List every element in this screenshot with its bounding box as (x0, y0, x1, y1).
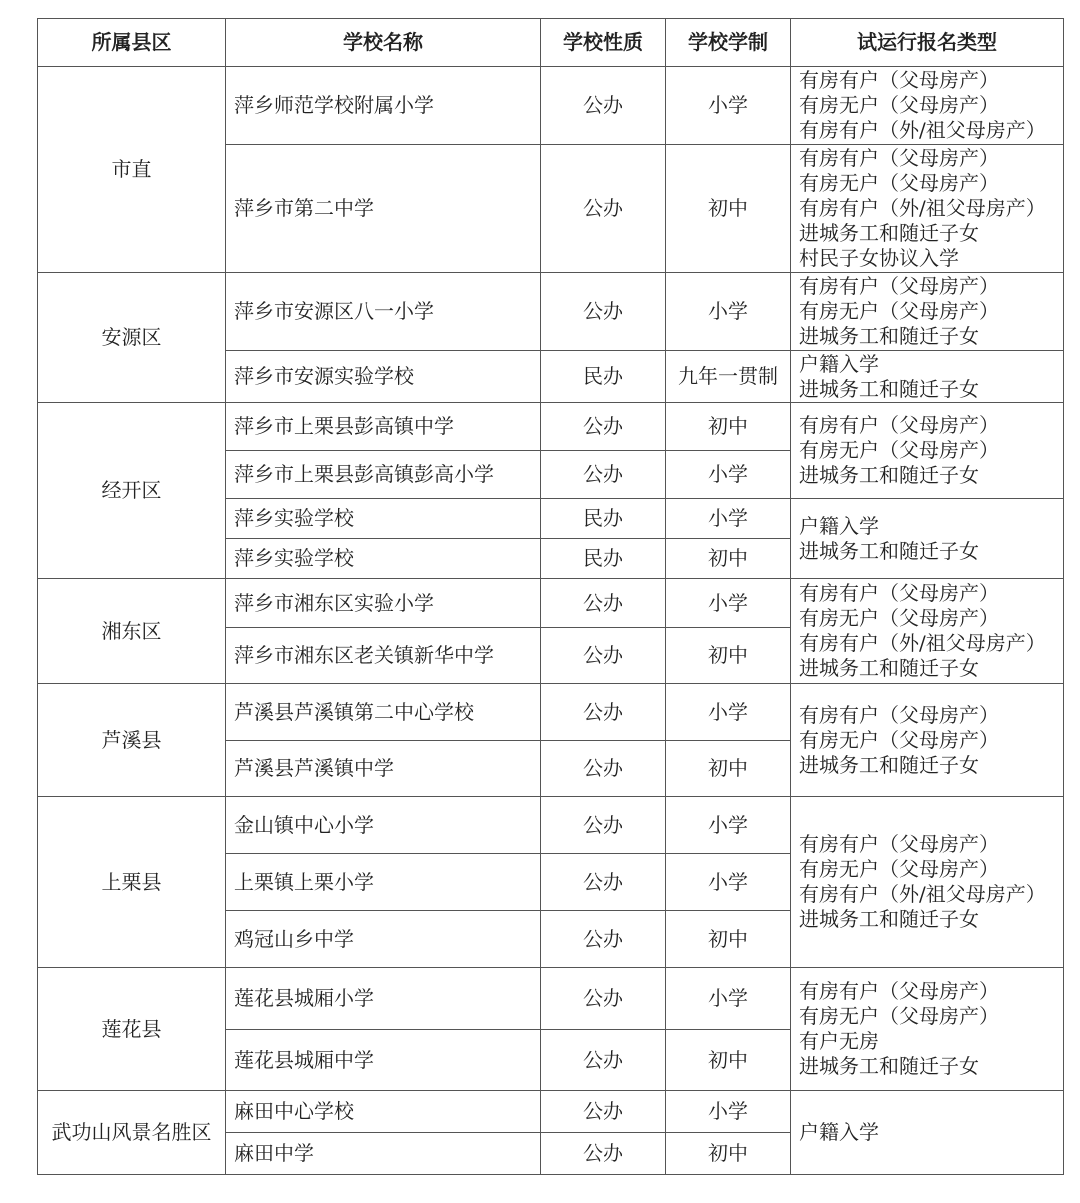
school-nature-cell: 公办 (541, 403, 666, 451)
school-name-cell: 上栗镇上栗小学 (226, 854, 541, 911)
school-system-cell: 初中 (666, 741, 791, 797)
school-name-cell: 莲花县城厢中学 (226, 1030, 541, 1091)
school-system-cell: 小学 (666, 499, 791, 539)
registration-type: 有房有户（父母房产） (799, 146, 999, 170)
school-nature-cell: 公办 (541, 797, 666, 854)
table-row (38, 67, 1064, 145)
school-nature-cell: 公办 (541, 145, 666, 273)
registration-type: 户籍入学 (799, 513, 879, 538)
table-row (38, 273, 1064, 351)
registration-type: 有房有户（外/祖父母房产） (799, 882, 1046, 906)
school-name-cell: 麻田中学 (226, 1133, 541, 1175)
registration-type: 有房有户（父母房产） (799, 702, 999, 727)
school-system-cell: 初中 (666, 403, 791, 451)
school-system-cell: 初中 (666, 628, 791, 684)
registration-type: 有房无户（父母房产） (799, 171, 999, 195)
region-cell: 湘东区 (38, 579, 226, 684)
school-system-cell: 初中 (666, 1133, 791, 1175)
registration-type: 进城务工和随迁子女 (799, 538, 979, 563)
school-nature-cell: 公办 (541, 451, 666, 499)
school-nature-cell: 公办 (541, 684, 666, 741)
school-nature-cell: 公办 (541, 854, 666, 911)
registration-type: 有房无户（父母房产） (799, 93, 999, 117)
registration-type: 有房无户（父母房产） (799, 299, 999, 323)
registration-type: 有房有户（父母房产） (799, 413, 999, 437)
school-system-cell: 初中 (666, 145, 791, 273)
registration-types-cell (791, 351, 1064, 403)
school-nature-cell: 公办 (541, 1091, 666, 1133)
region-cell: 市直 (38, 67, 226, 273)
registration-type: 有房有户（父母房产） (799, 68, 999, 92)
school-name-cell: 萍乡市上栗县彭高镇彭高小学 (226, 451, 541, 499)
school-system-cell: 小学 (666, 1091, 791, 1133)
registration-type: 有房有户（外/祖父母房产） (799, 118, 1046, 142)
school-system-cell: 小学 (666, 684, 791, 741)
registration-type: 有房有户（父母房产） (799, 832, 999, 856)
school-name-cell: 鸡冠山乡中学 (226, 911, 541, 968)
registration-types-cell (791, 499, 1064, 579)
registration-types-cell (791, 684, 1064, 797)
school-name-cell: 莲花县城厢小学 (226, 968, 541, 1030)
registration-type: 有房有户（父母房产） (799, 274, 999, 298)
school-nature-cell: 民办 (541, 351, 666, 403)
admission-table (37, 18, 1064, 1175)
school-name-cell: 芦溪县芦溪镇中学 (226, 741, 541, 797)
header-school-system: 学校学制 (666, 19, 791, 67)
header-school-name: 学校名称 (226, 19, 541, 67)
header-school-nature: 学校性质 (541, 19, 666, 67)
registration-type: 进城务工和随迁子女 (799, 376, 979, 401)
school-nature-cell: 公办 (541, 741, 666, 797)
registration-types-cell (791, 579, 1064, 684)
registration-type: 进城务工和随迁子女 (799, 752, 979, 777)
registration-type: 有房无户（父母房产） (799, 1004, 999, 1028)
header-region: 所属县区 (38, 19, 226, 67)
registration-type: 进城务工和随迁子女 (799, 907, 979, 931)
registration-type: 进城务工和随迁子女 (799, 656, 979, 680)
school-nature-cell: 公办 (541, 628, 666, 684)
school-nature-cell: 民办 (541, 499, 666, 539)
table-row (38, 684, 1064, 741)
school-nature-cell: 公办 (541, 273, 666, 351)
school-name-cell: 萍乡市安源实验学校 (226, 351, 541, 403)
school-nature-cell: 公办 (541, 968, 666, 1030)
school-system-cell: 初中 (666, 539, 791, 579)
school-nature-cell: 公办 (541, 1133, 666, 1175)
table-row (38, 403, 1064, 451)
table-row (38, 968, 1064, 1030)
school-system-cell: 小学 (666, 968, 791, 1030)
school-name-cell: 萍乡实验学校 (226, 499, 541, 539)
school-name-cell: 芦溪县芦溪镇第二中心学校 (226, 684, 541, 741)
region-cell: 莲花县 (38, 968, 226, 1091)
registration-types-cell (791, 797, 1064, 968)
header-registration-type: 试运行报名类型 (791, 19, 1064, 67)
registration-type: 有房无户（父母房产） (799, 606, 999, 630)
registration-types-cell (791, 145, 1064, 273)
school-nature-cell: 公办 (541, 67, 666, 145)
header-row (38, 19, 1064, 67)
registration-type: 有房无户（父母房产） (799, 727, 999, 752)
registration-type: 有房有户（父母房产） (799, 581, 999, 605)
registration-type: 有房有户（外/祖父母房产） (799, 196, 1046, 220)
school-name-cell: 金山镇中心小学 (226, 797, 541, 854)
school-name-cell: 萍乡市湘东区实验小学 (226, 579, 541, 628)
registration-types-cell (791, 273, 1064, 351)
school-nature-cell: 公办 (541, 1030, 666, 1091)
school-name-cell: 麻田中心学校 (226, 1091, 541, 1133)
region-cell: 安源区 (38, 273, 226, 403)
school-name-cell: 萍乡师范学校附属小学 (226, 67, 541, 145)
school-nature-cell: 公办 (541, 579, 666, 628)
school-system-cell: 九年一贯制 (666, 351, 791, 403)
school-system-cell: 小学 (666, 854, 791, 911)
registration-types-cell (791, 968, 1064, 1091)
table-row (38, 797, 1064, 854)
school-name-cell: 萍乡实验学校 (226, 539, 541, 579)
registration-type: 有房无户（父母房产） (799, 857, 999, 881)
registration-types-cell (791, 1091, 1064, 1175)
registration-type: 户籍入学 (799, 351, 879, 376)
school-system-cell: 小学 (666, 451, 791, 499)
registration-type: 有房有户（父母房产） (799, 979, 999, 1003)
region-cell: 武功山风景名胜区 (38, 1091, 226, 1175)
table-row (38, 579, 1064, 628)
registration-type: 村民子女协议入学 (799, 246, 959, 270)
registration-type: 有房无户（父母房产） (799, 438, 999, 462)
registration-type: 有户无房 (799, 1029, 879, 1053)
school-system-cell: 初中 (666, 1030, 791, 1091)
registration-type: 进城务工和随迁子女 (799, 324, 979, 348)
registration-type: 进城务工和随迁子女 (799, 463, 979, 487)
school-nature-cell: 公办 (541, 911, 666, 968)
school-system-cell: 小学 (666, 797, 791, 854)
registration-type: 进城务工和随迁子女 (799, 221, 979, 245)
school-nature-cell: 民办 (541, 539, 666, 579)
region-cell: 经开区 (38, 403, 226, 579)
school-name-cell: 萍乡市湘东区老关镇新华中学 (226, 628, 541, 684)
registration-type: 进城务工和随迁子女 (799, 1054, 979, 1078)
school-system-cell: 小学 (666, 67, 791, 145)
school-name-cell: 萍乡市上栗县彭高镇中学 (226, 403, 541, 451)
school-system-cell: 小学 (666, 273, 791, 351)
school-system-cell: 小学 (666, 579, 791, 628)
school-system-cell: 初中 (666, 911, 791, 968)
school-name-cell: 萍乡市安源区八一小学 (226, 273, 541, 351)
region-cell: 上栗县 (38, 797, 226, 968)
school-name-cell: 萍乡市第二中学 (226, 145, 541, 273)
registration-types-cell (791, 403, 1064, 499)
table-row (38, 1091, 1064, 1133)
registration-type: 有房有户（外/祖父母房产） (799, 631, 1046, 655)
registration-types-cell (791, 67, 1064, 145)
registration-type: 户籍入学 (799, 1120, 879, 1144)
region-cell: 芦溪县 (38, 684, 226, 797)
